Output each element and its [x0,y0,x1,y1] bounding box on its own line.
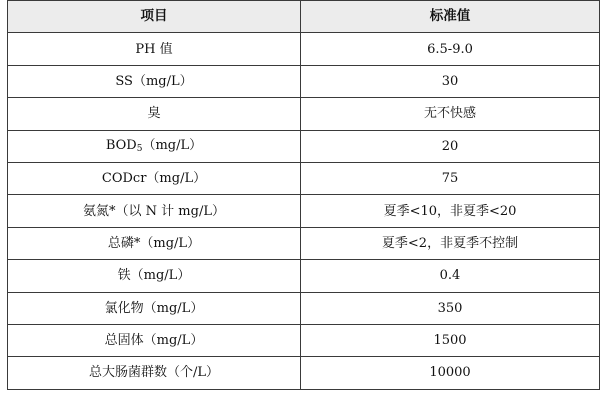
cell-value: 6.5-9.0 [301,33,600,65]
cell-item-suffix: （mg/L） [142,137,203,153]
header-standard-value: 标准值 [301,1,600,33]
table-row [8,227,600,259]
table-row [8,324,600,356]
cell-item: 铁（mg/L） [8,260,301,292]
cell-value: 10000 [301,357,600,389]
cell-value: 夏季<2，非夏季不控制 [301,227,600,259]
cell-item: SS（mg/L） [8,65,301,97]
cell-item: 氨氮*（以 N 计 mg/L） [8,195,301,227]
cell-item-subscript: 5 [136,143,143,154]
cell-value: 1500 [301,324,600,356]
cell-value: 0.4 [301,260,600,292]
table-row [8,98,600,130]
table-row [8,357,600,389]
cell-item: 臭 [8,98,301,130]
table-row [8,195,600,227]
cell-value: 夏季<10，非夏季<20 [301,195,600,227]
table-row [8,130,600,162]
water-quality-standard-table-container [7,0,599,390]
table-row [8,65,600,97]
cell-value: 30 [301,65,600,97]
table-row [8,162,600,194]
cell-item [8,130,301,162]
cell-value: 无不快感 [301,98,600,130]
cell-item: 总大肠菌群数（个/L） [8,357,301,389]
cell-value: 20 [301,130,600,162]
cell-value: 350 [301,292,600,324]
header-item: 项目 [8,1,301,33]
cell-item: PH 值 [8,33,301,65]
table-header-row [8,1,600,33]
cell-item: CODcr（mg/L） [8,162,301,194]
table-row [8,33,600,65]
cell-item-prefix: BOD [105,137,137,153]
cell-value: 75 [301,162,600,194]
cell-item: 总固体（mg/L） [8,324,301,356]
cell-item: 氯化物（mg/L） [8,292,301,324]
table-row [8,292,600,324]
cell-item: 总磷*（mg/L） [8,227,301,259]
table-row [8,260,600,292]
water-quality-standard-table [7,0,600,390]
